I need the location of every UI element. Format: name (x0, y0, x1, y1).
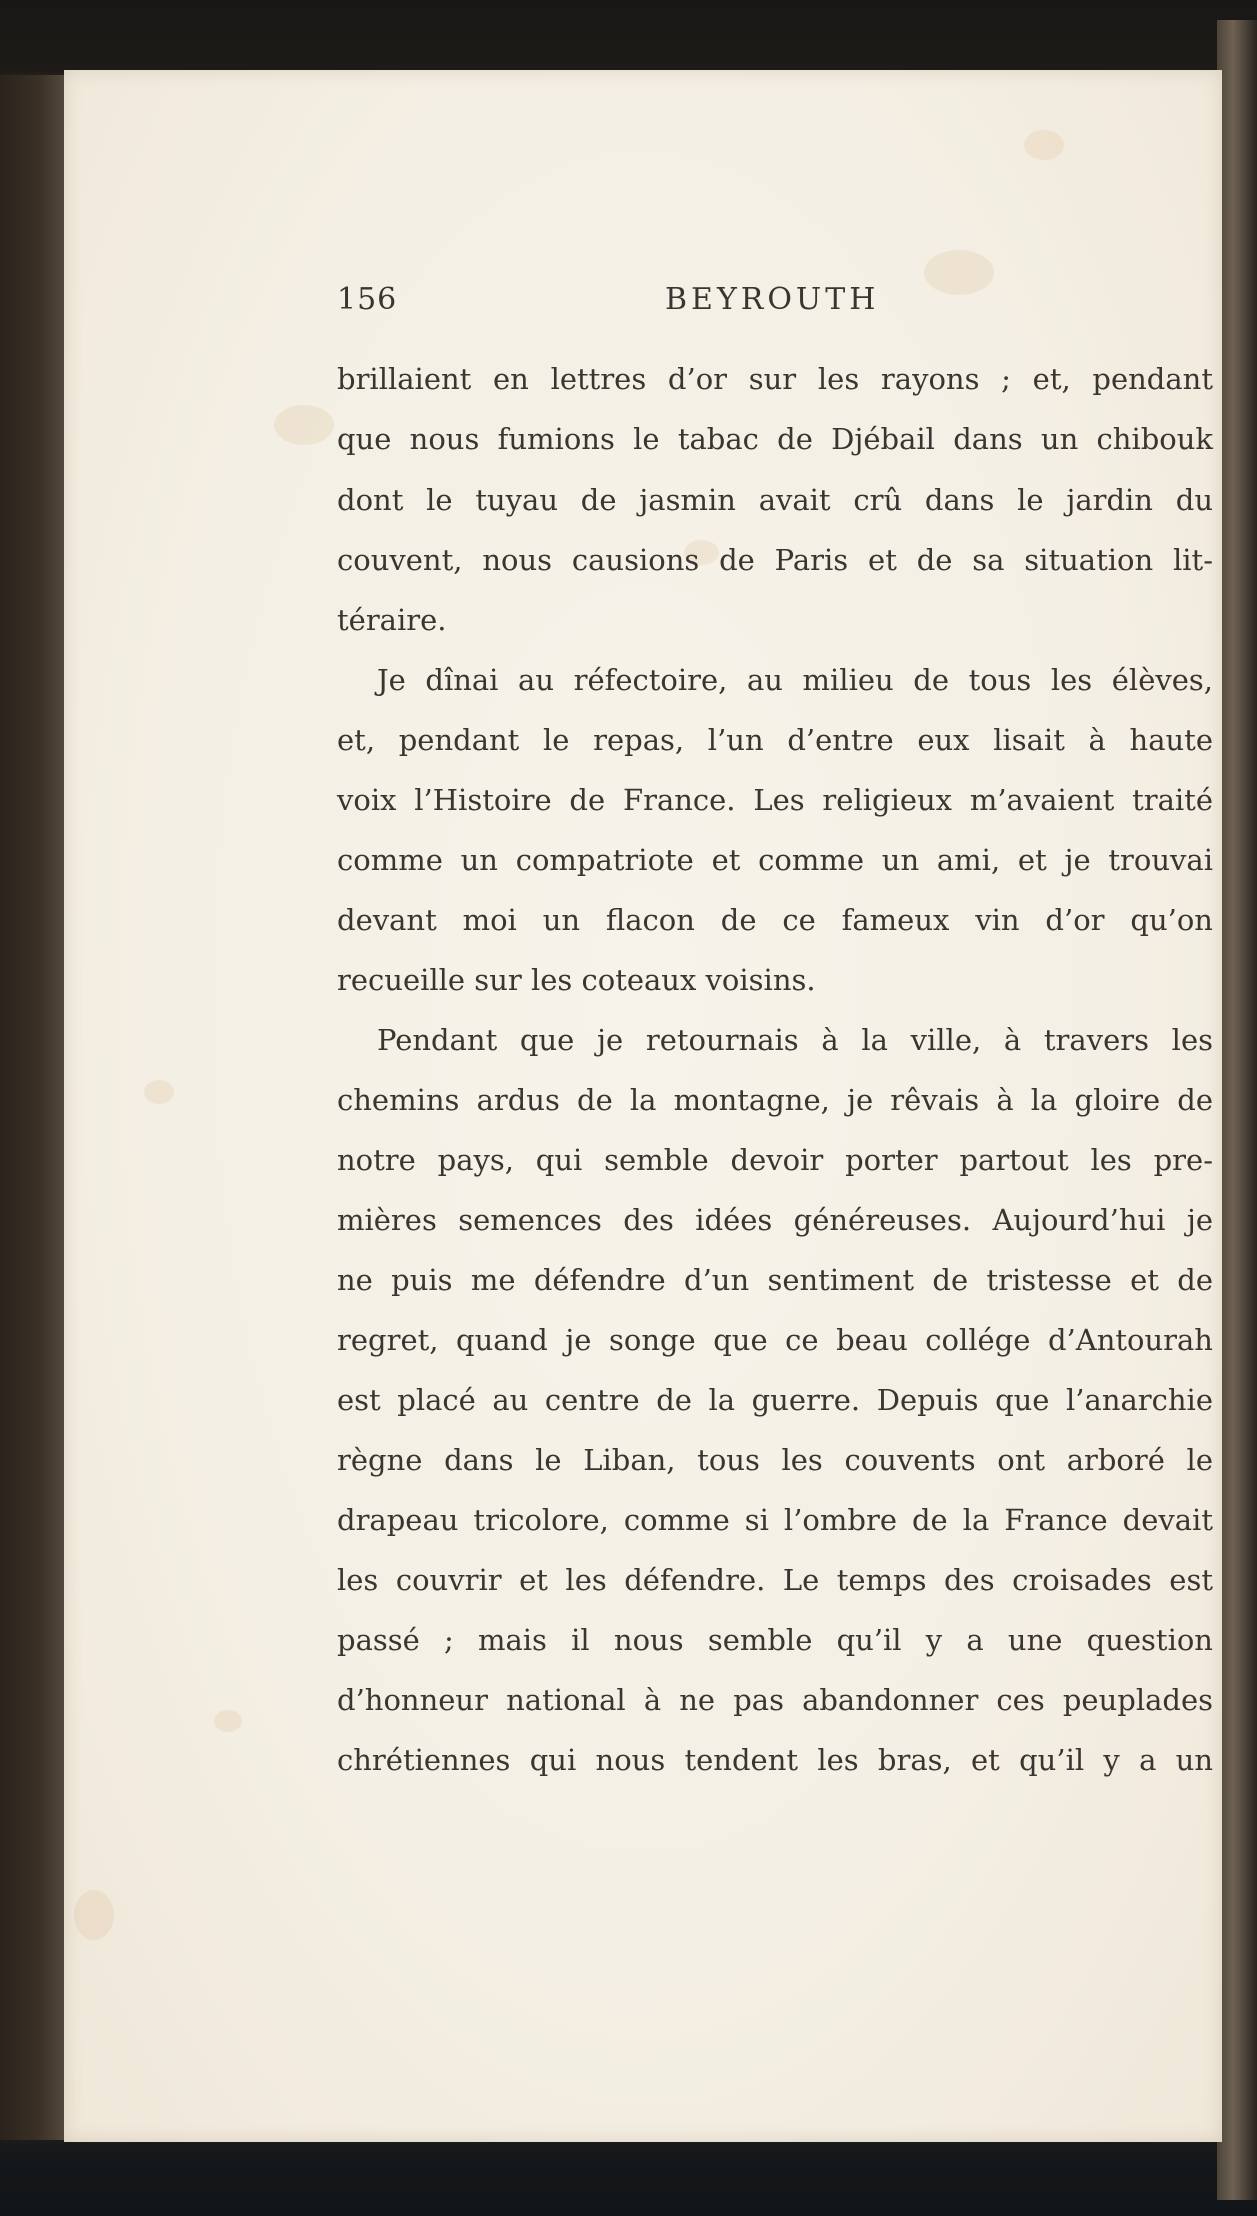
text-line: est placé au centre de la guerre. Depuis que l’anarchie (337, 1383, 1213, 1417)
text-line: comme un compatriote et comme un ami, et je trouvai (337, 843, 1213, 877)
text-line: mières semences des idées généreuses. Aujourd’hui je (337, 1203, 1213, 1237)
text-line: dont le tuyau de jasmin avait crû dans le jardin du (337, 483, 1213, 517)
page-fore-edge (1217, 20, 1257, 2200)
paper-foxing-spot (214, 1710, 242, 1732)
text-line: devant moi un flacon de ce fameux vin d’or qu’on (337, 903, 1213, 937)
text-line: règne dans le Liban, tous les couvents ont arboré le (337, 1443, 1213, 1477)
running-title: BEYROUTH (665, 282, 880, 317)
text-line: regret, quand je songe que ce beau collége d’Antourah (337, 1323, 1213, 1357)
text-line: et, pendant le repas, l’un d’entre eux lisait à haute (337, 723, 1213, 757)
text-line: voix l’Histoire de France. Les religieux m’avaient traité (337, 783, 1213, 817)
text-line: recueille sur les coteaux voisins. (337, 963, 816, 997)
text-line: notre pays, qui semble devoir porter partout les pre- (337, 1143, 1213, 1177)
book-spine-edge (0, 75, 70, 2140)
text-line: brillaient en lettres d’or sur les rayons ; et, pendant (337, 362, 1213, 396)
text-line: passé ; mais il nous semble qu’il y a une question (337, 1623, 1213, 1657)
text-line: téraire. (337, 603, 447, 637)
text-line: Je dînai au réfectoire, au milieu de tous les élèves, (377, 663, 1213, 697)
paper-foxing-spot (1024, 130, 1064, 160)
text-line: les couvrir et les défendre. Le temps des croisades est (337, 1563, 1213, 1597)
text-line: chrétiennes qui nous tendent les bras, et qu’il y a un (337, 1743, 1213, 1777)
text-line: d’honneur national à ne pas abandonner ces peuplades (337, 1683, 1213, 1717)
page-number: 156 (337, 282, 398, 317)
text-line: chemins ardus de la montagne, je rêvais à la gloire de (337, 1083, 1213, 1117)
text-line: que nous fumions le tabac de Djébail dans un chibouk (337, 422, 1213, 456)
paper-foxing-spot (274, 405, 334, 445)
text-line: Pendant que je retournais à la ville, à travers les (377, 1023, 1213, 1057)
paper-foxing-spot (74, 1890, 114, 1940)
text-line: drapeau tricolore, comme si l’ombre de la France devait (337, 1503, 1213, 1537)
text-line: ne puis me défendre d’un sentiment de tristesse et de (337, 1263, 1213, 1297)
text-line: couvent, nous causions de Paris et de sa situation lit- (337, 543, 1213, 577)
running-head (337, 282, 1217, 322)
paper-foxing-spot (144, 1080, 174, 1104)
